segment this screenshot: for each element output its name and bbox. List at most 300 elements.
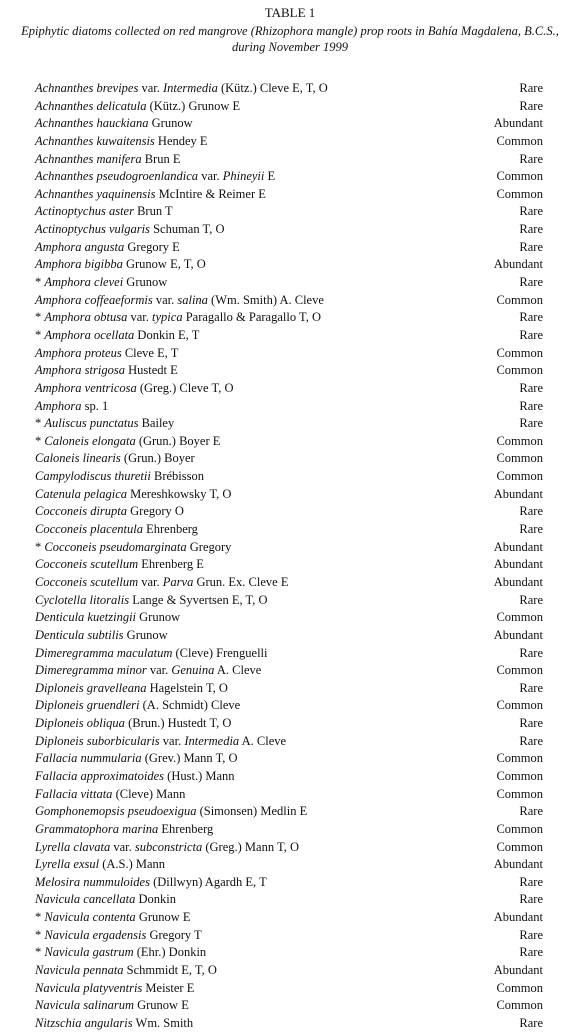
abundance: Rare (519, 1015, 543, 1030)
abundance: Common (496, 751, 543, 766)
new-record-marker: * (35, 927, 42, 942)
species-name (35, 574, 288, 592)
species: ergadensis (92, 927, 147, 942)
abundance: Rare (519, 151, 543, 166)
species-name (35, 415, 174, 433)
sites: T, O (205, 680, 228, 695)
table-row (0, 768, 580, 786)
table-row (0, 944, 580, 962)
species-name (35, 186, 266, 204)
species: litoralis (89, 592, 130, 607)
species-name (35, 398, 108, 416)
genus: Amphora (35, 398, 82, 413)
sites: T, O (209, 716, 232, 731)
species: yaquinensis (96, 186, 156, 201)
genus: Achnanthes (35, 151, 94, 166)
species-name (35, 115, 193, 133)
genus: Fallacia (35, 751, 78, 766)
species-name (35, 733, 286, 751)
authority: (Cleve) Mann (115, 786, 186, 801)
sites: E, T (245, 874, 267, 889)
authority: (Grev.) Mann (144, 751, 213, 766)
genus: Achnanthes (35, 169, 94, 184)
table-row (0, 750, 580, 768)
authority: (Kütz.) Cleve (220, 81, 290, 95)
genus: Achnanthes (35, 116, 94, 131)
sites: E (199, 133, 208, 148)
species-name (35, 645, 268, 663)
authority: Ehrenberg (146, 522, 198, 537)
table-row (0, 662, 580, 680)
table-caption: Epiphytic diatoms collected on red mangrove (Rhizophora mangle) prop roots in Bahía Magdalena, B.C.S., during November 1999 (21, 24, 559, 54)
sites: E (232, 98, 241, 113)
table-row (0, 274, 580, 292)
species: pseudogroenlandica (96, 169, 199, 184)
authority: (A.S.) Mann (102, 857, 166, 872)
sites: T (194, 927, 202, 942)
abundance: Common (496, 610, 543, 625)
authority: Wm. Smith (135, 1015, 194, 1030)
species-name (35, 697, 240, 715)
abundance: Common (496, 133, 543, 148)
sites: E (172, 151, 181, 166)
species: platyventris (83, 980, 143, 995)
table-row (0, 486, 580, 504)
authority: Brébisson (153, 469, 204, 484)
authority: Grun. Ex. Cleve (196, 574, 278, 589)
species: salinarum (83, 998, 134, 1013)
table-row (0, 839, 580, 857)
table-row (0, 239, 580, 257)
authority: (Cleve) Frenguelli (175, 645, 268, 660)
table-row (0, 697, 580, 715)
species-name (35, 715, 231, 733)
sites: T, O (209, 486, 232, 501)
variety: Genuina (171, 663, 215, 678)
species: clavata (73, 839, 111, 854)
genus: Cocconeis (44, 539, 97, 554)
species-name (35, 891, 176, 909)
table-title: TABLE 1 (264, 5, 316, 20)
authority: Hustedt (128, 363, 167, 378)
table-row (0, 803, 580, 821)
abundance: Common (496, 663, 543, 678)
species: maculatum (116, 645, 173, 660)
authority: Schmmidt (126, 963, 179, 978)
genus: Cocconeis (35, 522, 88, 537)
authority: Grunow (139, 610, 181, 625)
genus: Dimeregramma (35, 663, 114, 678)
species: kuwaitensis (96, 133, 155, 148)
species: nummularia (80, 751, 142, 766)
table-row (0, 115, 580, 133)
abundance: Rare (519, 204, 543, 219)
table-row (0, 627, 580, 645)
species-name (35, 821, 213, 839)
sites: E, T, O (181, 963, 217, 978)
species-name (35, 874, 267, 892)
abundance: Abundant (493, 486, 543, 501)
table-row (0, 433, 580, 451)
abundance: Common (496, 998, 543, 1013)
species: subtilis (87, 627, 124, 642)
genus: Campylodiscus (35, 469, 112, 484)
table-row (0, 168, 580, 186)
species: aster (108, 204, 134, 219)
abundance: Rare (519, 416, 543, 431)
authority: Cleve (124, 345, 154, 360)
variety-label: var. (149, 663, 169, 678)
abundance: Rare (519, 874, 543, 889)
species: elongata (91, 433, 136, 448)
species: clevei (94, 275, 124, 290)
abundance: Abundant (493, 627, 543, 642)
table-row (0, 415, 580, 433)
authority: Brun (137, 204, 163, 219)
species-name (35, 80, 328, 98)
abundance: Common (496, 292, 543, 307)
authority: Gregory (189, 539, 232, 554)
sites: T, O (215, 751, 238, 766)
species-name (35, 327, 199, 345)
genus: Amphora (44, 310, 91, 325)
sites: E (258, 186, 266, 201)
table-row (0, 856, 580, 874)
genus: Fallacia (35, 786, 78, 801)
new-record-marker: * (35, 416, 42, 431)
table-row (0, 821, 580, 839)
genus: Lyrella (35, 839, 71, 854)
abundance: Rare (519, 945, 543, 960)
sites: T, O (211, 380, 234, 395)
variety-label: var. (130, 310, 149, 325)
new-record-marker: * (35, 310, 42, 325)
table-row (0, 256, 580, 274)
genus: Amphora (44, 275, 91, 290)
sites: E (170, 363, 178, 378)
table-row (0, 539, 580, 557)
species: strigosa (84, 363, 125, 378)
species: nummuloides (83, 874, 150, 889)
genus: Achnanthes (35, 98, 94, 113)
genus: Diploneis (35, 716, 84, 731)
species-name (35, 909, 191, 927)
sites: O (174, 504, 184, 519)
genus: Caloneis (44, 433, 89, 448)
table-row (0, 927, 580, 945)
abundance: Rare (519, 804, 543, 819)
sites: T, O (202, 222, 225, 237)
table-row (0, 874, 580, 892)
species-name (35, 768, 235, 786)
authority: (Hust.) Mann (167, 768, 235, 783)
species-name (35, 944, 206, 962)
sites: E, T, O (170, 257, 206, 272)
authority: Meister (145, 980, 184, 995)
table-row (0, 468, 580, 486)
authority: (Dillwyn) Agardh (153, 874, 243, 889)
table-row (0, 450, 580, 468)
authority: A. Cleve (216, 663, 262, 678)
authority: Gregory (149, 927, 192, 942)
abundance: Rare (519, 239, 543, 254)
variety: Intermedia (163, 81, 218, 95)
variety-label: var. (141, 574, 160, 589)
species: gruendleri (86, 698, 140, 713)
species-name (35, 927, 202, 945)
authority: Brun (144, 151, 170, 166)
species: angusta (84, 239, 125, 254)
table-row (0, 503, 580, 521)
new-record-marker: * (35, 433, 42, 448)
genus: Denticula (35, 610, 85, 625)
authority: Ehrenberg (141, 557, 194, 572)
sites: E, T (178, 327, 200, 342)
species-name (35, 221, 225, 239)
species: brevipes (96, 81, 139, 95)
species-name (35, 839, 299, 857)
species-name (35, 997, 189, 1015)
authority: (Grun.) Boyer (123, 451, 195, 466)
genus: Amphora (35, 380, 82, 395)
abundance: Rare (519, 275, 543, 290)
sites: E (299, 804, 308, 819)
sites: E (182, 910, 191, 925)
genus: Achnanthes (35, 81, 94, 95)
species: hauckiana (96, 116, 149, 131)
species-name (35, 98, 240, 116)
genus: Amphora (35, 257, 82, 272)
genus: Dimeregramma (35, 645, 114, 660)
table-row (0, 645, 580, 663)
species-name (35, 292, 324, 310)
sites: E (212, 433, 221, 448)
variety: Parva (162, 574, 194, 589)
genus: Grammatophora (35, 821, 120, 836)
genus: Amphora (44, 327, 91, 342)
species: vittata (80, 786, 113, 801)
species: bigibba (84, 257, 123, 272)
sites: E (181, 998, 189, 1013)
genus: Achnanthes (35, 186, 94, 201)
genus: Navicula (35, 998, 81, 1013)
sites: E, T (157, 345, 179, 360)
abundance: Rare (519, 398, 543, 413)
new-record-marker: * (35, 910, 42, 925)
variety: Intermedia (184, 733, 240, 748)
genus: Cyclotella (35, 592, 87, 607)
abundance: Abundant (493, 539, 543, 554)
genus: Amphora (35, 292, 82, 307)
table-row (0, 327, 580, 345)
table-row (0, 733, 580, 751)
species-name (35, 309, 321, 327)
authority: Grunow (126, 275, 168, 290)
authority: Grunow (138, 910, 180, 925)
genus: Actinoptychus (35, 222, 106, 237)
variety-label: var. (113, 839, 132, 854)
authority: A. Cleve (241, 733, 287, 748)
species-name (35, 256, 206, 274)
abundance: Common (496, 786, 543, 801)
species-name (35, 980, 194, 998)
abundance: Abundant (493, 257, 543, 272)
species-name (35, 468, 204, 486)
table-row (0, 292, 580, 310)
table-row (0, 997, 580, 1015)
genus: Navicula (35, 963, 81, 978)
table-row (0, 962, 580, 980)
genus: Lyrella (35, 857, 71, 872)
authority: Mereshkowsky (130, 486, 207, 501)
genus: Amphora (35, 239, 82, 254)
genus: Catenula (35, 486, 81, 501)
table-row (0, 221, 580, 239)
sites: E (280, 574, 289, 589)
species: coffeaeformis (84, 292, 153, 307)
abundance: Common (496, 363, 543, 378)
abundance: Rare (519, 98, 543, 113)
table-row (0, 521, 580, 539)
genus: Melosira (35, 874, 81, 889)
abundance: Rare (519, 733, 543, 748)
sites: E (186, 980, 195, 995)
species-name (35, 503, 184, 521)
variety: typica (152, 310, 183, 325)
abundance: Abundant (493, 857, 543, 872)
abundance: Common (496, 433, 543, 448)
genus: Gomphonemopsis (35, 804, 125, 819)
table-row (0, 909, 580, 927)
abundance: Common (496, 186, 543, 201)
abundance: Rare (519, 81, 543, 95)
genus: Cocconeis (35, 557, 88, 572)
species: linearis (82, 451, 121, 466)
authority: Donkin (138, 892, 176, 907)
abundance: Common (496, 768, 543, 783)
species: exsul (73, 857, 100, 872)
authority: Paragallo & Paragallo (185, 310, 297, 325)
species-name (35, 345, 178, 363)
sites: T, O (276, 839, 299, 854)
species-name (35, 680, 228, 698)
species: pseudomarginata (99, 539, 187, 554)
variety-label: var. (155, 292, 175, 307)
species: marina (122, 821, 159, 836)
table-row (0, 891, 580, 909)
abundance: Common (496, 345, 543, 360)
table-row (0, 786, 580, 804)
authority: Hagelstein (149, 680, 204, 695)
genus: Navicula (44, 945, 90, 960)
genus: Denticula (35, 627, 85, 642)
abundance: Rare (519, 645, 543, 660)
species-name (35, 609, 180, 627)
species: pelagica (83, 486, 128, 501)
species: gravelleana (86, 680, 147, 695)
species-name (35, 274, 167, 292)
abundance: Common (496, 169, 543, 184)
abundance: Common (496, 469, 543, 484)
abundance: Rare (519, 222, 543, 237)
abundance: Rare (519, 680, 543, 695)
table-row (0, 203, 580, 221)
variety-label: var. (162, 733, 182, 748)
variety-label: var. (201, 169, 220, 184)
species-name (35, 239, 180, 257)
species-name (35, 450, 195, 468)
species-name (35, 151, 180, 169)
genus: Navicula (44, 927, 90, 942)
genus: Cocconeis (35, 574, 88, 589)
authority: Schuman (153, 222, 200, 237)
abundance: Rare (519, 522, 543, 537)
species: obtusa (94, 310, 128, 325)
genus: Diploneis (35, 698, 84, 713)
species: manifera (96, 151, 142, 166)
table-row (0, 609, 580, 627)
species: contenta (92, 910, 136, 925)
authority: Bailey (141, 416, 175, 431)
genus: Fallacia (35, 768, 78, 783)
species-name (35, 803, 307, 821)
table-row (0, 151, 580, 169)
sites: E (267, 169, 276, 184)
species-name (35, 750, 238, 768)
authority: (Ehr.) Donkin (136, 945, 207, 960)
species-name (35, 962, 217, 980)
sites: T, O (299, 310, 321, 325)
abundance: Rare (519, 927, 543, 942)
variety: subconstricta (134, 839, 203, 854)
species-name (35, 786, 185, 804)
species-name (35, 203, 173, 221)
authority: (Grun.) Boyer (138, 433, 210, 448)
authority: Hendey (157, 133, 197, 148)
abundance: Common (496, 821, 543, 836)
table-row (0, 98, 580, 116)
authority: (Greg.) Cleve (139, 380, 209, 395)
species-name (35, 856, 165, 874)
authority: (Kütz.) Grunow (149, 98, 230, 113)
species: obliqua (86, 716, 125, 731)
authority: Gregory (130, 504, 172, 519)
authority: Ehrenberg (161, 821, 214, 836)
table-row (0, 309, 580, 327)
genus: Navicula (44, 910, 90, 925)
genus: Auliscus (44, 416, 87, 431)
abundance: Abundant (493, 116, 543, 131)
table-row (0, 80, 580, 98)
new-record-marker: * (35, 275, 42, 290)
table-row (0, 574, 580, 592)
species: vulgaris (108, 222, 150, 237)
new-record-marker: * (35, 539, 42, 554)
table-row (0, 345, 580, 363)
species-name (35, 133, 208, 151)
sites: E, T, O (292, 81, 328, 95)
species: scutellum (90, 557, 139, 572)
authority: Grunow (137, 998, 179, 1013)
abundance: Rare (519, 592, 543, 607)
authority: Grunow (151, 116, 193, 131)
species: approximatoides (80, 768, 165, 783)
variety: salina (177, 292, 208, 307)
species: pennata (83, 963, 124, 978)
species: ocellata (94, 327, 135, 342)
species-name (35, 521, 198, 539)
genus: Nitzschia (35, 1015, 82, 1030)
